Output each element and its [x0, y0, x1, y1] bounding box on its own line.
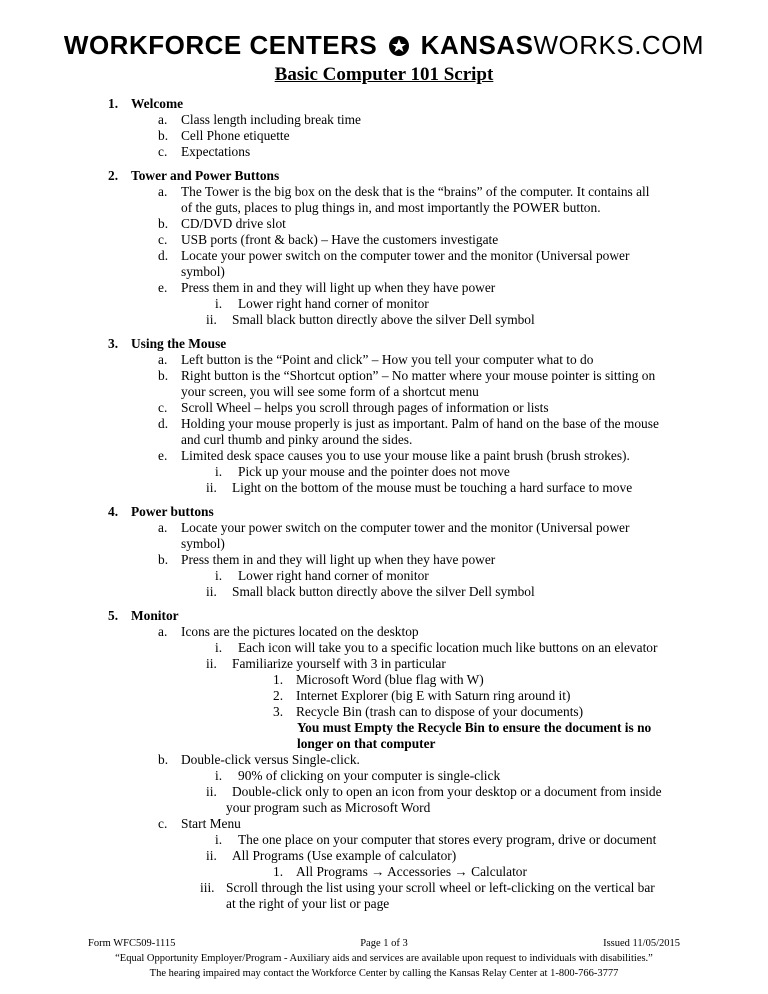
outline-line [215, 640, 657, 656]
outline-line [108, 336, 226, 352]
outline-marker: ii. [206, 312, 217, 327]
outline-line [158, 368, 655, 384]
outline-text: The Tower is the big box on the desk that is the “brains” of the computer. It contains all [181, 184, 650, 199]
outline-text: your program such as Microsoft Word [226, 800, 431, 815]
outline-text: Light on the bottom of the mouse must be touching a hard surface to move [232, 480, 633, 495]
outline-marker: 4. [108, 504, 119, 519]
outline-marker: ii. [206, 656, 217, 671]
outline-marker: a. [158, 352, 168, 367]
outline-marker: ii. [206, 584, 217, 599]
outline-text: your screen, you will see some form of a shortcut menu [181, 384, 479, 399]
outline-line [158, 816, 241, 832]
outline-line [181, 432, 412, 448]
outline-marker: ii. [206, 848, 217, 863]
outline-marker: 1. [108, 96, 119, 111]
outline-text: Class length including break time [181, 112, 361, 127]
outline-line [226, 896, 389, 912]
footer-relay-statement: The hearing impaired may contact the Workforce Center by calling the Kansas Relay Center at 1-800-766-3777 [149, 968, 619, 979]
outline-marker: c. [158, 232, 168, 247]
outline-line [158, 184, 650, 200]
outline-marker: ii. [206, 784, 217, 799]
outline-marker: i. [215, 768, 223, 783]
outline-text: Scroll Wheel – helps you scroll through pages of information or lists [181, 400, 549, 415]
outline-line [158, 520, 629, 536]
outline-marker: a. [158, 624, 168, 639]
outline-text: Double-click only to open an icon from your desktop or a document from inside [232, 784, 662, 799]
outline-text: symbol) [181, 536, 225, 551]
logo-text-left: WORKFORCE CENTERS [63, 30, 378, 60]
outline-text: Small black button directly above the silver Dell symbol [232, 584, 535, 599]
outline-marker: 3. [273, 704, 284, 719]
outline-text: Locate your power switch on the computer tower and the monitor (Universal power [181, 248, 630, 263]
outline-text: symbol) [181, 264, 225, 279]
outline-line [181, 384, 479, 400]
outline-text: Each icon will take you to a specific location much like buttons on an elevator [238, 640, 658, 655]
outline-line [226, 800, 430, 816]
outline-marker: i. [215, 640, 223, 655]
outline-text: Recycle Bin (trash can to dispose of your documents) [296, 704, 584, 719]
outline-line [215, 296, 429, 312]
outline-marker: 2. [108, 168, 119, 183]
outline-text: The one place on your computer that stores every program, drive or document [238, 832, 657, 847]
outline-line [273, 672, 484, 688]
outline-text: Internet Explorer (big E with Saturn ring around it) [296, 688, 571, 703]
outline-marker: 2. [273, 688, 284, 703]
outline-line [108, 168, 279, 184]
outline-line [206, 584, 535, 600]
outline-line [206, 848, 456, 864]
outline-line [108, 608, 179, 624]
outline-line [158, 752, 360, 768]
outline-line [158, 400, 549, 416]
outline-text: Tower and Power Buttons [131, 168, 280, 183]
outline-line [273, 688, 570, 704]
outline-line [273, 704, 583, 720]
outline-text: Using the Mouse [131, 336, 227, 351]
outline-marker: i. [215, 832, 223, 847]
outline-text: Power buttons [131, 504, 214, 519]
outline-marker: a. [158, 112, 168, 127]
logo-text-brand: KANSAS [420, 30, 534, 60]
footer-page-number: Page 1 of 3 [360, 938, 408, 949]
outline-line [158, 280, 495, 296]
outline-text: Locate your power switch on the computer tower and the monitor (Universal power [181, 520, 630, 535]
outline-line [181, 536, 225, 552]
outline-line [108, 96, 183, 112]
footer-issued-date: Issued 11/05/2015 [603, 938, 680, 949]
outline-marker: e. [158, 280, 168, 295]
outline-marker: b. [158, 552, 169, 567]
outline-text: 90% of clicking on your computer is single-click [238, 768, 501, 783]
outline-line [297, 720, 651, 736]
outline-marker: b. [158, 128, 169, 143]
outline-line [181, 200, 601, 216]
outline-line [158, 624, 419, 640]
outline-line [297, 736, 435, 752]
logo-text-right: WORKS.COM [533, 30, 705, 60]
outline-marker: c. [158, 816, 168, 831]
outline-marker: ii. [206, 480, 217, 495]
outline-marker: d. [158, 416, 169, 431]
outline-marker: 5. [108, 608, 119, 623]
outline-text: Pick up your mouse and the pointer does not move [238, 464, 510, 479]
outline-line [181, 264, 225, 280]
outline-marker: 3. [108, 336, 119, 351]
outline-text: Double-click versus Single-click. [181, 752, 360, 767]
outline-text: You must Empty the Recycle Bin to ensure the document is no [297, 720, 652, 735]
outline-line [158, 416, 659, 432]
outline-line [206, 784, 662, 800]
document-title: Basic Computer 101 Script [274, 64, 494, 85]
outline-line [158, 112, 361, 128]
outline-text: at the right of your list or page [226, 896, 390, 911]
outline-marker: i. [215, 296, 223, 311]
outline-text: Limited desk space causes you to use your mouse like a paint brush (brush strokes). [181, 448, 630, 463]
outline-line [215, 832, 656, 848]
outline-marker: b. [158, 752, 169, 767]
outline-line [158, 352, 593, 368]
outline-line [158, 248, 629, 264]
outline-text: and curl thumb and pinky around the sides. [181, 432, 413, 447]
outline-line [206, 312, 535, 328]
outline-text: CD/DVD drive slot [181, 216, 286, 231]
outline-marker: b. [158, 216, 169, 231]
outline-marker: a. [158, 520, 168, 535]
outline-text: Left button is the “Point and click” – How you tell your computer what to do [181, 352, 594, 367]
outline-text: All Programs → Accessories → Calculator [296, 864, 527, 879]
outline-line [215, 464, 510, 480]
outline-text: USB ports (front & back) – Have the customers investigate [181, 232, 499, 247]
outline-line [158, 448, 630, 464]
outline-text: Lower right hand corner of monitor [238, 568, 429, 583]
outline-text: Monitor [131, 608, 179, 623]
outline-line [158, 232, 498, 248]
outline-line [215, 568, 429, 584]
outline-text: Right button is the “Shortcut option” – No matter where your mouse pointer is sitting on [181, 368, 656, 383]
outline-text: Press them in and they will light up when they have power [181, 280, 496, 295]
outline-marker: i. [215, 568, 223, 583]
outline-text: Microsoft Word (blue flag with W) [296, 672, 484, 687]
outline-text: Lower right hand corner of monitor [238, 296, 429, 311]
outline-text: Start Menu [181, 816, 241, 831]
outline-line [273, 864, 527, 880]
outline-text: of the guts, places to plug things in, and most importantly the POWER button. [181, 200, 601, 215]
outline-text: longer on that computer [297, 736, 436, 751]
outline-marker: iii. [200, 880, 215, 895]
outline-marker: d. [158, 248, 169, 263]
outline-text: Press them in and they will light up when they have power [181, 552, 496, 567]
footer-form-number: Form WFC509-1115 [88, 938, 176, 949]
outline-marker: c. [158, 400, 168, 415]
outline-text: Icons are the pictures located on the desktop [181, 624, 419, 639]
outline-line [206, 656, 446, 672]
outline-line [158, 216, 286, 232]
outline-text: Familiarize yourself with 3 in particular [232, 656, 446, 671]
outline-line [108, 504, 214, 520]
outline-line [158, 128, 290, 144]
outline-marker: e. [158, 448, 168, 463]
outline-text: Scroll through the list using your scroll wheel or left-clicking on the vertical bar [226, 880, 655, 895]
outline-marker: 1. [273, 672, 284, 687]
outline-text: Small black button directly above the silver Dell symbol [232, 312, 535, 327]
outline-marker: a. [158, 184, 168, 199]
outline-text: Cell Phone etiquette [181, 128, 290, 143]
outline-marker: 1. [273, 864, 284, 879]
outline-line [158, 552, 495, 568]
footer-eeo-statement: “Equal Opportunity Employer/Program - Auxiliary aids and services are available upon request to individuals with disabilities.” [115, 953, 653, 964]
outline-line [200, 880, 655, 896]
outline-text: Holding your mouse properly is just as important. Palm of hand on the base of the mouse [181, 416, 659, 431]
outline-line [206, 480, 632, 496]
outline-marker: i. [215, 464, 223, 479]
outline-marker: c. [158, 144, 168, 159]
outline-line [215, 768, 500, 784]
outline-marker: b. [158, 368, 169, 383]
outline-text: Welcome [131, 96, 184, 111]
outline-line [158, 144, 250, 160]
outline-text: All Programs (Use example of calculator) [232, 848, 457, 863]
outline-text: Expectations [181, 144, 251, 159]
